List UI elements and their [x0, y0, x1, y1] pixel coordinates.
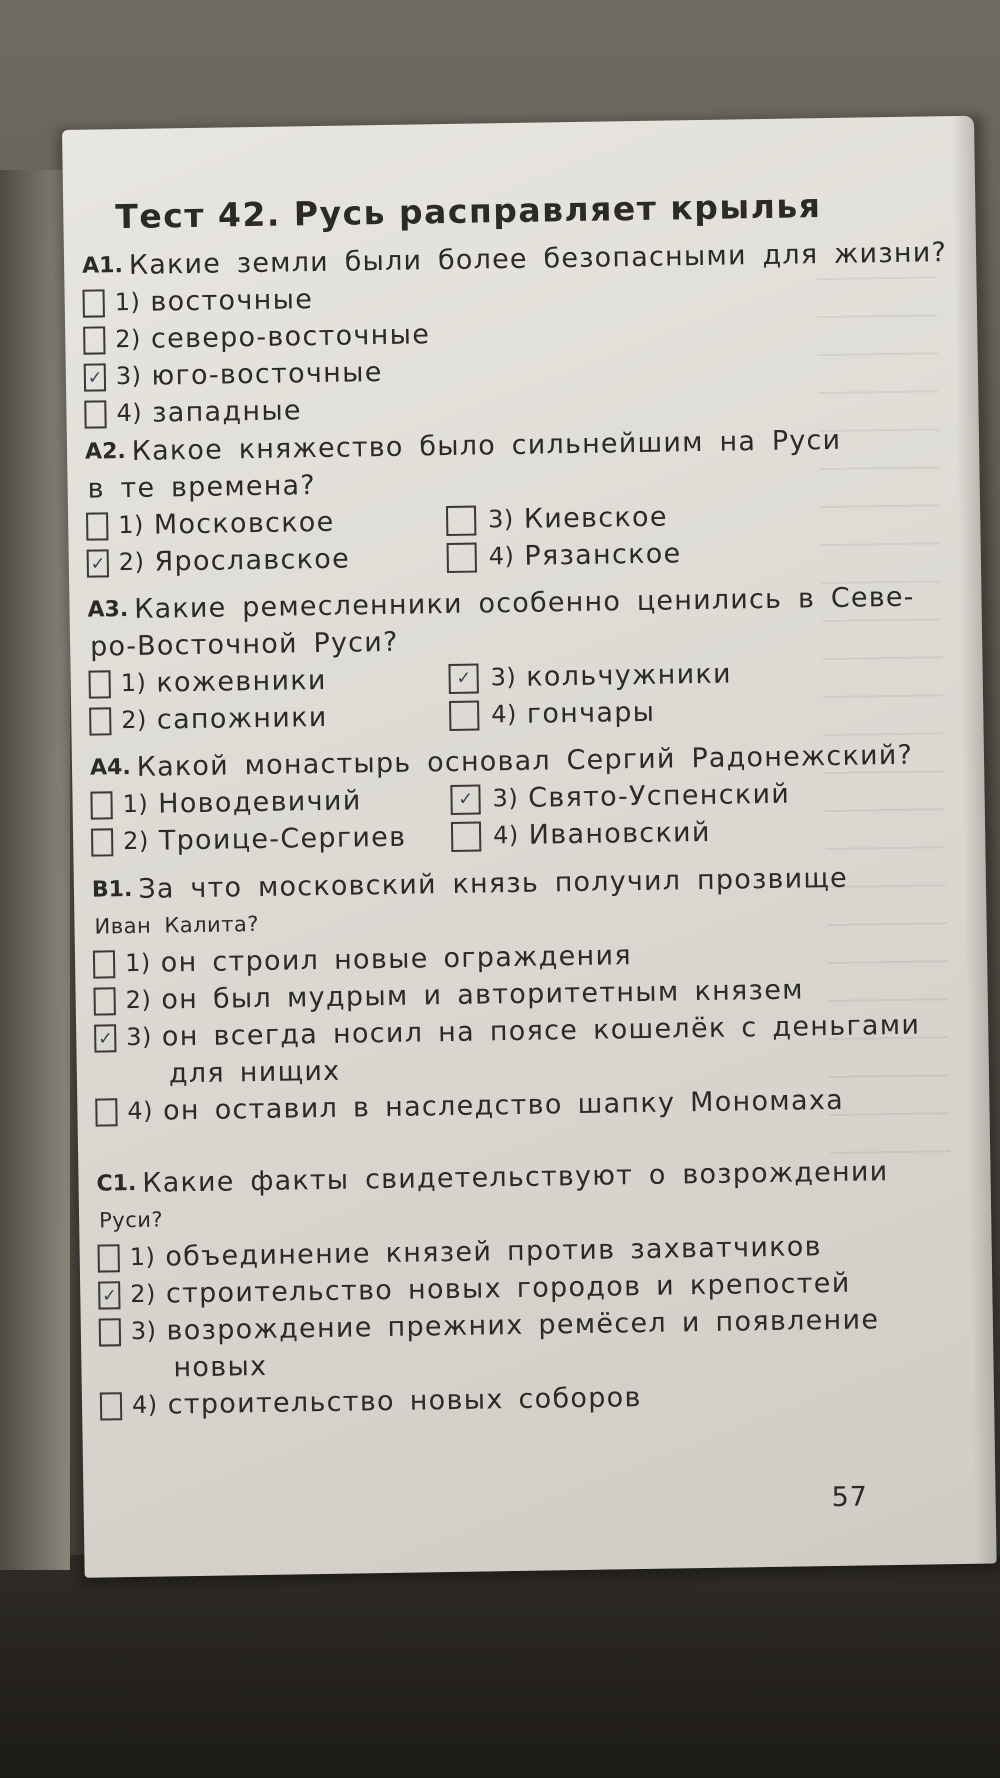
option-number: 4) — [491, 699, 518, 729]
answer-checkbox[interactable] — [83, 289, 105, 317]
option-text: он оставил в наследство шапку Мономаха — [162, 1084, 845, 1127]
question-prompt: Какие ремесленники особенно ценились в Севе- — [133, 581, 915, 625]
option-text: Новодевичий — [157, 785, 362, 820]
option-text: строительство новых городов и крепостей — [165, 1267, 851, 1310]
previous-page-edge — [0, 170, 70, 1570]
option-number: 2) — [118, 547, 145, 577]
option-number: 2) — [125, 985, 152, 1015]
answer-option — [449, 690, 870, 734]
option-number: 2) — [121, 705, 148, 735]
answer-checkbox[interactable] — [95, 1098, 117, 1126]
option-number: 3) — [115, 361, 142, 391]
page-number: 57 — [831, 1481, 869, 1514]
answer-checkbox[interactable] — [88, 670, 110, 698]
question-b1 — [92, 858, 976, 1131]
answer-option — [87, 539, 448, 582]
option-text: гончары — [526, 696, 656, 730]
option-number: 1) — [129, 1242, 156, 1272]
question-number: A1. — [81, 253, 124, 279]
option-text: северо-восточные — [150, 319, 431, 355]
option-number: 1) — [120, 668, 147, 698]
answer-checkbox[interactable] — [447, 542, 477, 572]
question-prompt: Какое княжество было сильнейшим на Руси — [131, 424, 842, 467]
option-text: Свято-Успенский — [527, 778, 791, 814]
option-text-continued: для нищих — [168, 1055, 341, 1090]
answer-checkbox[interactable] — [84, 400, 106, 428]
question-prompt: Какие факты свидетельствуют о возрождении — [142, 1156, 889, 1199]
option-text: он строил новые ограждения — [160, 940, 633, 979]
option-text: строительство новых соборов — [167, 1382, 642, 1421]
answer-option — [88, 660, 449, 703]
option-number: 3) — [487, 504, 515, 534]
question-text-continued: в те времена? — [87, 470, 317, 505]
answer-checkbox[interactable] — [100, 1392, 122, 1420]
question-a3 — [87, 578, 969, 740]
answer-grid — [86, 494, 967, 582]
question-number: А4. — [89, 755, 131, 781]
option-number: 4) — [127, 1096, 154, 1126]
desk-surface — [0, 1555, 1000, 1778]
question-prompt: Какие земли были более безопасными для жизни? — [128, 237, 948, 281]
question-prompt: За что московский князь получил прозвище — [138, 862, 849, 905]
option-number: 3) — [126, 1022, 153, 1052]
option-number: 1) — [117, 510, 145, 540]
answer-option — [90, 781, 451, 824]
question-number: А3. — [87, 597, 129, 623]
answer-checkbox[interactable]: ✓ — [448, 663, 478, 693]
answer-option — [451, 811, 872, 855]
option-text: возрождение прежних ремёсел и появление — [166, 1304, 880, 1347]
question-number: В1. — [91, 876, 133, 903]
option-number: 2) — [130, 1279, 157, 1309]
question-text-continued: ро-Восточной Руси? — [89, 626, 399, 663]
option-text: Ярославское — [154, 543, 351, 578]
answer-checkbox[interactable] — [89, 707, 111, 735]
answer-checkbox[interactable] — [449, 700, 479, 730]
page-title: Тест 42. Русь расправляет крылья — [115, 186, 822, 237]
option-number: 3) — [492, 783, 519, 813]
option-number: 3) — [490, 662, 517, 692]
option-text: он был мудрым и авторитетным князем — [161, 974, 805, 1016]
answer-checkbox[interactable] — [446, 505, 476, 535]
option-number: 4) — [116, 398, 143, 428]
answer-option — [446, 532, 867, 576]
option-number: 4) — [492, 820, 519, 850]
option-number: 3) — [130, 1316, 157, 1346]
answer-option — [89, 697, 450, 740]
question-prompt: Какой монастырь основал Сергий Радонежский? — [136, 739, 914, 783]
answer-checkbox[interactable]: ✓ — [87, 549, 109, 577]
option-number: 4) — [131, 1390, 158, 1420]
answer-checkbox[interactable] — [93, 987, 115, 1015]
option-number: 2) — [115, 324, 142, 354]
option-number: 1) — [114, 287, 141, 317]
question-a4 — [90, 736, 972, 861]
answer-grid — [90, 773, 971, 861]
question-a2 — [85, 420, 967, 582]
answer-checkbox[interactable]: ✓ — [84, 363, 106, 391]
answer-checkbox[interactable] — [93, 950, 115, 978]
option-text: Московское — [153, 506, 335, 541]
question-c1 — [96, 1152, 980, 1425]
answer-checkbox[interactable] — [91, 828, 113, 856]
answer-checkbox[interactable] — [99, 1318, 121, 1346]
question-text-continued: Руси? — [98, 1207, 164, 1233]
option-text: Рязанское — [524, 538, 682, 572]
option-text: Троице-Сергиев — [158, 821, 407, 857]
answer-checkbox[interactable] — [83, 326, 105, 354]
option-text: западные — [151, 395, 303, 429]
answer-checkbox[interactable]: ✓ — [98, 1281, 120, 1309]
option-number: 2) — [122, 826, 150, 856]
option-text: Киевское — [523, 501, 668, 535]
answer-checkbox[interactable] — [98, 1244, 120, 1272]
option-text: он всегда носил на поясе кошелёк с деньгами — [161, 1009, 921, 1053]
answer-checkbox[interactable]: ✓ — [94, 1024, 116, 1052]
answer-checkbox[interactable] — [86, 512, 108, 540]
answer-grid — [88, 652, 969, 740]
question-a1 — [82, 234, 965, 433]
option-text: объединение князей против захватчиков — [165, 1231, 823, 1273]
answer-checkbox[interactable] — [451, 821, 481, 851]
option-number: 4) — [488, 541, 515, 571]
option-text: сапожники — [156, 701, 328, 736]
answer-option — [91, 818, 452, 861]
answer-checkbox[interactable] — [90, 791, 112, 819]
answer-option — [86, 502, 447, 545]
workbook-page — [62, 116, 997, 1578]
option-text: Ивановский — [528, 816, 711, 851]
option-text: кожевники — [156, 664, 327, 699]
option-number: 1) — [122, 789, 149, 819]
question-number: С1. — [96, 1170, 137, 1197]
question-text-continued: Иван Калита? — [94, 912, 260, 939]
option-text: юго-восточные — [151, 356, 383, 392]
option-text: кольчужники — [526, 658, 733, 693]
answer-checkbox[interactable]: ✓ — [450, 784, 480, 814]
option-text: восточные — [150, 284, 314, 318]
option-text-continued: новых — [173, 1350, 268, 1384]
question-number: А2. — [84, 439, 126, 465]
option-number: 1) — [124, 948, 151, 978]
